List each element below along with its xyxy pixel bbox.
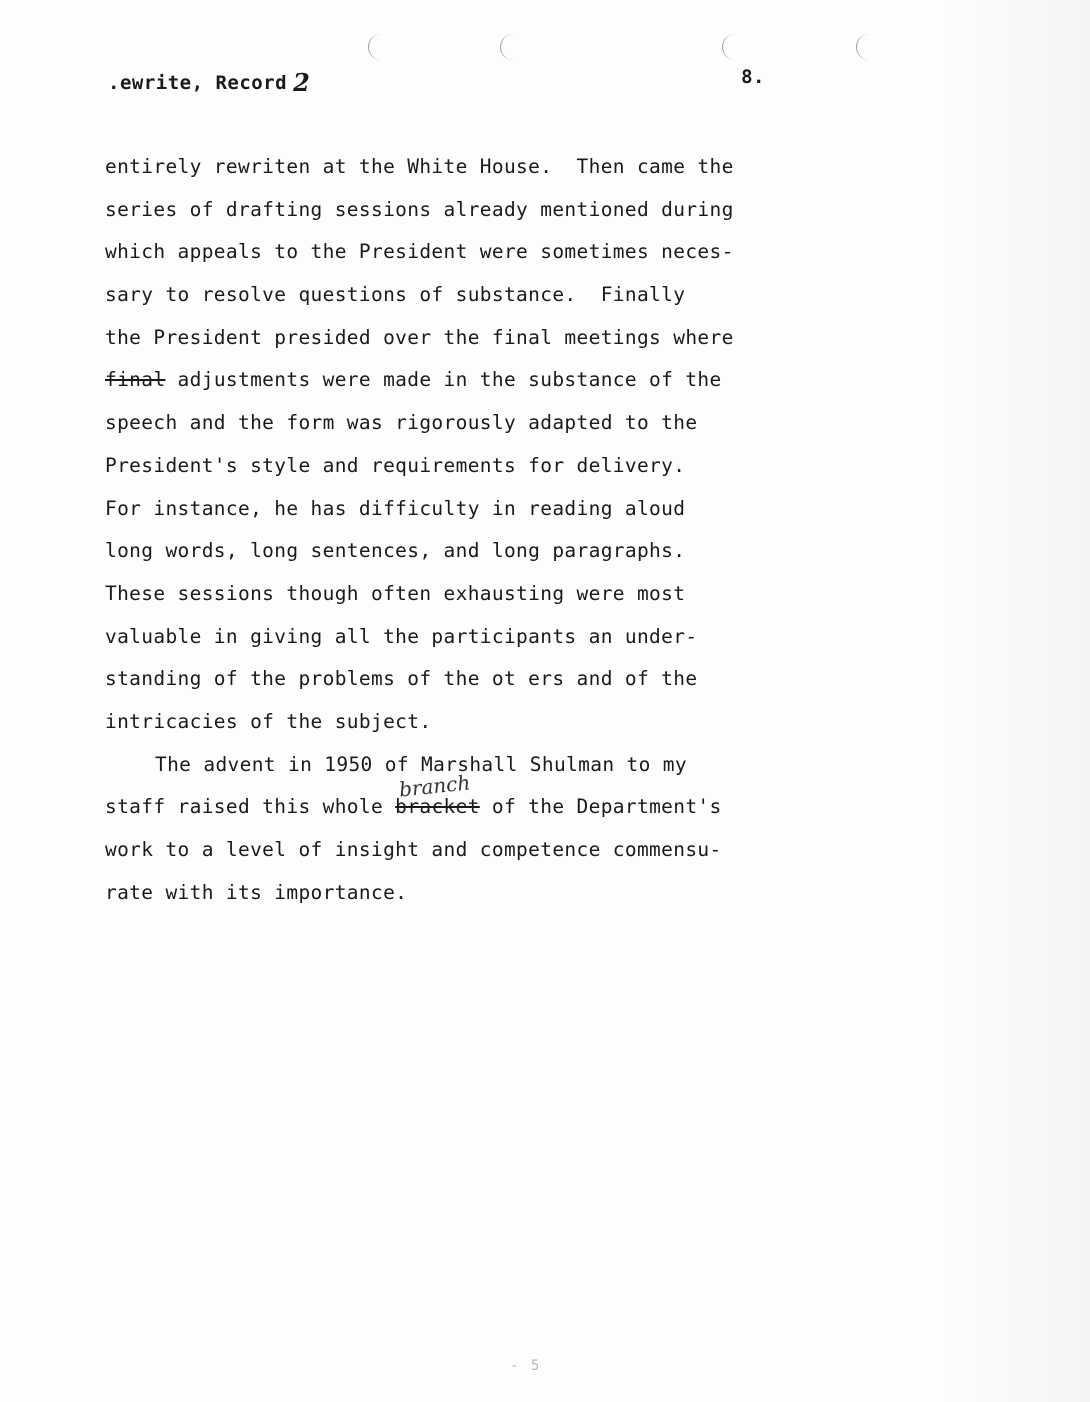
text-line: These sessions though often exhausting were most bbox=[105, 581, 686, 605]
handwritten-insertion: branch bbox=[398, 770, 472, 802]
text-line: rate with its importance. bbox=[105, 880, 408, 904]
text-line: President's style and requirements for delivery. bbox=[105, 453, 686, 477]
text-line: valuable in giving all the participants an under- bbox=[105, 624, 698, 648]
text-segment: adjustments were made in the substance of the bbox=[165, 368, 722, 392]
struck-word: final bbox=[105, 368, 166, 392]
page-header bbox=[108, 66, 790, 100]
text-line: long words, long sentences, and long paragraphs. bbox=[105, 539, 686, 563]
record-number-handwritten: 2 bbox=[293, 68, 311, 97]
text-line bbox=[105, 359, 825, 402]
text-line: the President presided over the final meetings where bbox=[105, 325, 734, 349]
page-edge-shadow bbox=[940, 0, 1090, 1402]
text-line: The advent in 1950 of Marshall Shulman to my bbox=[155, 752, 687, 776]
text-segment: staff raised this whole bbox=[105, 795, 396, 819]
header-title-group bbox=[108, 66, 310, 95]
body-text bbox=[105, 146, 825, 914]
text-line: intricacies of the subject. bbox=[105, 709, 432, 733]
text-line: standing of the problems of the ot ers and of the bbox=[105, 667, 698, 691]
text-line bbox=[105, 770, 825, 829]
punch-hole-mark bbox=[856, 34, 871, 60]
text-line: For instance, he has difficulty in reading aloud bbox=[105, 496, 686, 520]
text-line: series of drafting sessions already mentioned during bbox=[105, 197, 734, 221]
punch-hole-mark bbox=[500, 34, 515, 60]
text-line: work to a level of insight and competence commensu- bbox=[105, 838, 722, 861]
text-line: entirely rewriten at the White House. Then came the bbox=[105, 155, 734, 178]
header-title: .ewrite, Record bbox=[108, 72, 288, 94]
text-segment: of the Department's bbox=[479, 795, 722, 819]
text-line: which appeals to the President were sometimes neces- bbox=[105, 240, 734, 264]
struck-word: bracket bbox=[395, 795, 480, 819]
footer-mark: - 5 bbox=[510, 1358, 542, 1374]
edited-word bbox=[395, 770, 480, 819]
page-number: 8. bbox=[741, 66, 765, 88]
text-line: sary to resolve questions of substance. Finally bbox=[105, 283, 686, 307]
punch-hole-mark bbox=[722, 34, 737, 60]
text-line: speech and the form was rigorously adapted to the bbox=[105, 411, 698, 435]
punch-hole-mark bbox=[368, 34, 383, 60]
